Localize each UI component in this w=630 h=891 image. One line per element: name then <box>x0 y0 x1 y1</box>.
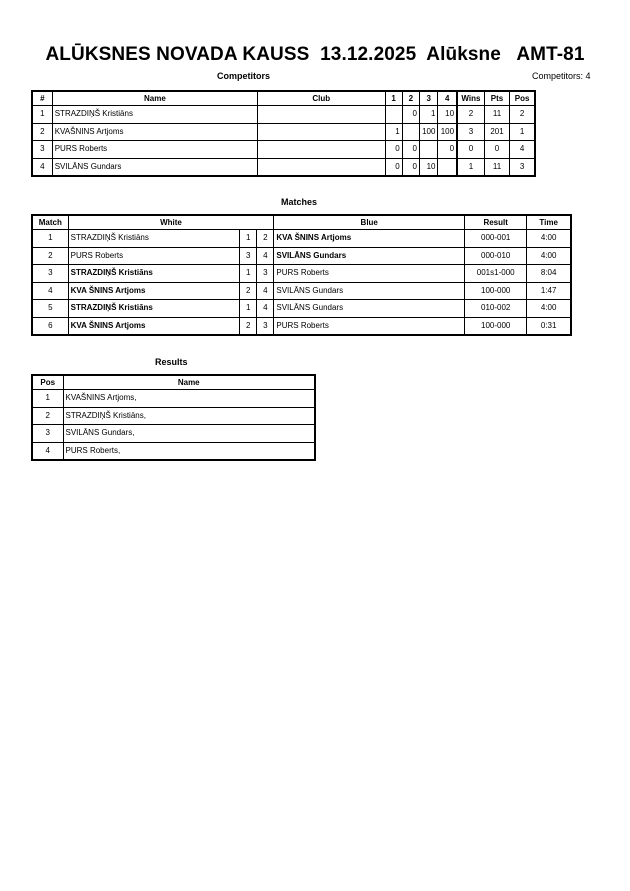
white-player: KVA ŠNINS Artjoms <box>68 317 240 335</box>
blue-competitor-number: 3 <box>257 317 274 335</box>
page-title: ALŪKSNES NOVADA KAUSS 13.12.2025 Alūksne AMT-81 <box>45 44 585 65</box>
blue-player: PURS Roberts <box>274 265 465 283</box>
competitor-club <box>258 106 385 124</box>
matches-heading: Matches <box>281 197 318 207</box>
white-competitor-number: 3 <box>240 247 257 265</box>
results-heading: Results <box>155 357 188 367</box>
score-vs-1: 1 <box>385 123 402 141</box>
result-name: KVAŠNINS Artjoms, <box>63 390 315 408</box>
match-result: 010-002 <box>465 300 527 318</box>
col-3: 3 <box>419 91 438 106</box>
competitors-header-row <box>32 91 535 106</box>
match-result: 001s1-000 <box>465 265 527 283</box>
competitor-club <box>258 141 385 159</box>
col-num: # <box>32 91 52 106</box>
blue-player: SVILĀNS Gundars <box>274 282 465 300</box>
match-row <box>32 247 571 265</box>
competitor-club <box>258 123 385 141</box>
result-position: 1 <box>32 390 63 408</box>
results-header-row <box>32 375 315 390</box>
match-number: 2 <box>32 247 68 265</box>
competitors-heading: Competitors <box>217 71 271 81</box>
blue-player: PURS Roberts <box>274 317 465 335</box>
white-player: STRAZDIŅŠ Kristiāns <box>68 230 240 248</box>
match-row <box>32 317 571 335</box>
competitor-points: 201 <box>484 123 509 141</box>
white-player: STRAZDIŅŠ Kristiāns <box>68 265 240 283</box>
col-name: Name <box>52 91 257 106</box>
white-competitor-number: 2 <box>240 282 257 300</box>
white-competitor-number: 1 <box>240 230 257 248</box>
score-vs-2: 0 <box>402 158 419 176</box>
white-player: STRAZDIŅŠ Kristiāns <box>68 300 240 318</box>
score-vs-3: 10 <box>419 158 438 176</box>
competitor-row <box>32 141 535 159</box>
match-result: 000-010 <box>465 247 527 265</box>
score-vs-3: 1 <box>419 106 438 124</box>
match-number: 4 <box>32 282 68 300</box>
col-pts: Pts <box>484 91 509 106</box>
competitor-position: 4 <box>510 141 535 159</box>
match-result: 000-001 <box>465 230 527 248</box>
blue-competitor-number: 2 <box>257 230 274 248</box>
white-player: KVA ŠNINS Artjoms <box>68 282 240 300</box>
blue-competitor-number: 4 <box>257 247 274 265</box>
competitor-number: 1 <box>32 106 52 124</box>
match-time: 4:00 <box>527 300 571 318</box>
score-vs-4: 10 <box>438 106 457 124</box>
col-result: Result <box>465 215 527 230</box>
blue-competitor-number: 4 <box>257 282 274 300</box>
col-time: Time <box>527 215 571 230</box>
match-row <box>32 282 571 300</box>
competitor-wins: 3 <box>457 123 484 141</box>
score-vs-3 <box>419 141 438 159</box>
competitor-wins: 1 <box>457 158 484 176</box>
col-result-pos: Pos <box>32 375 63 390</box>
match-time: 0:31 <box>527 317 571 335</box>
match-row <box>32 265 571 283</box>
match-number: 6 <box>32 317 68 335</box>
col-result-name: Name <box>63 375 315 390</box>
col-1: 1 <box>385 91 402 106</box>
col-match: Match <box>32 215 68 230</box>
competitor-name: PURS Roberts <box>52 141 257 159</box>
matches-table <box>31 214 572 336</box>
score-vs-2: 0 <box>402 141 419 159</box>
score-vs-4 <box>438 158 457 176</box>
col-wins: Wins <box>457 91 484 106</box>
match-row <box>32 230 571 248</box>
blue-competitor-number: 3 <box>257 265 274 283</box>
competitor-wins: 0 <box>457 141 484 159</box>
competitor-position: 3 <box>510 158 535 176</box>
blue-competitor-number: 4 <box>257 300 274 318</box>
result-name: STRAZDIŅŠ Kristiāns, <box>63 407 315 425</box>
score-vs-4: 0 <box>438 141 457 159</box>
score-vs-4: 100 <box>438 123 457 141</box>
results-table <box>31 374 316 461</box>
competitor-name: SVILĀNS Gundars <box>52 158 257 176</box>
competitor-row <box>32 158 535 176</box>
match-time: 8:04 <box>527 265 571 283</box>
competitor-row <box>32 123 535 141</box>
result-row <box>32 407 315 425</box>
competitor-wins: 2 <box>457 106 484 124</box>
match-number: 1 <box>32 230 68 248</box>
match-row <box>32 300 571 318</box>
competitor-number: 3 <box>32 141 52 159</box>
score-vs-2: 0 <box>402 106 419 124</box>
competitor-name: STRAZDIŅŠ Kristiāns <box>52 106 257 124</box>
result-name: PURS Roberts, <box>63 442 315 460</box>
blue-player: SVILĀNS Gundars <box>274 300 465 318</box>
white-competitor-number: 2 <box>240 317 257 335</box>
competitor-number: 4 <box>32 158 52 176</box>
result-position: 2 <box>32 407 63 425</box>
competitor-points: 11 <box>484 158 509 176</box>
competitor-points: 11 <box>484 106 509 124</box>
col-blue: Blue <box>274 215 465 230</box>
score-vs-3: 100 <box>419 123 438 141</box>
competitor-points: 0 <box>484 141 509 159</box>
blue-player: KVA ŠNINS Artjoms <box>274 230 465 248</box>
match-time: 4:00 <box>527 230 571 248</box>
white-competitor-number: 1 <box>240 265 257 283</box>
match-number: 5 <box>32 300 68 318</box>
col-2: 2 <box>402 91 419 106</box>
match-result: 100-000 <box>465 317 527 335</box>
score-vs-1: 0 <box>385 158 402 176</box>
col-white: White <box>68 215 274 230</box>
white-player: PURS Roberts <box>68 247 240 265</box>
match-time: 4:00 <box>527 247 571 265</box>
competitor-position: 1 <box>510 123 535 141</box>
result-row <box>32 390 315 408</box>
matches-header-row <box>32 215 571 230</box>
result-row <box>32 442 315 460</box>
white-competitor-number: 1 <box>240 300 257 318</box>
col-club: Club <box>258 91 385 106</box>
match-time: 1:47 <box>527 282 571 300</box>
result-name: SVILĀNS Gundars, <box>63 425 315 443</box>
col-4: 4 <box>438 91 457 106</box>
competitor-position: 2 <box>510 106 535 124</box>
score-vs-2 <box>402 123 419 141</box>
match-result: 100-000 <box>465 282 527 300</box>
score-vs-1: 0 <box>385 141 402 159</box>
competitor-name: KVAŠNINS Artjoms <box>52 123 257 141</box>
score-vs-1 <box>385 106 402 124</box>
col-pos: Pos <box>510 91 535 106</box>
result-row <box>32 425 315 443</box>
competitors-count: Competitors: 4 <box>532 71 591 81</box>
competitor-club <box>258 158 385 176</box>
blue-player: SVILĀNS Gundars <box>274 247 465 265</box>
result-position: 4 <box>32 442 63 460</box>
competitor-number: 2 <box>32 123 52 141</box>
competitors-table <box>31 90 536 177</box>
match-number: 3 <box>32 265 68 283</box>
result-position: 3 <box>32 425 63 443</box>
competitor-row <box>32 106 535 124</box>
